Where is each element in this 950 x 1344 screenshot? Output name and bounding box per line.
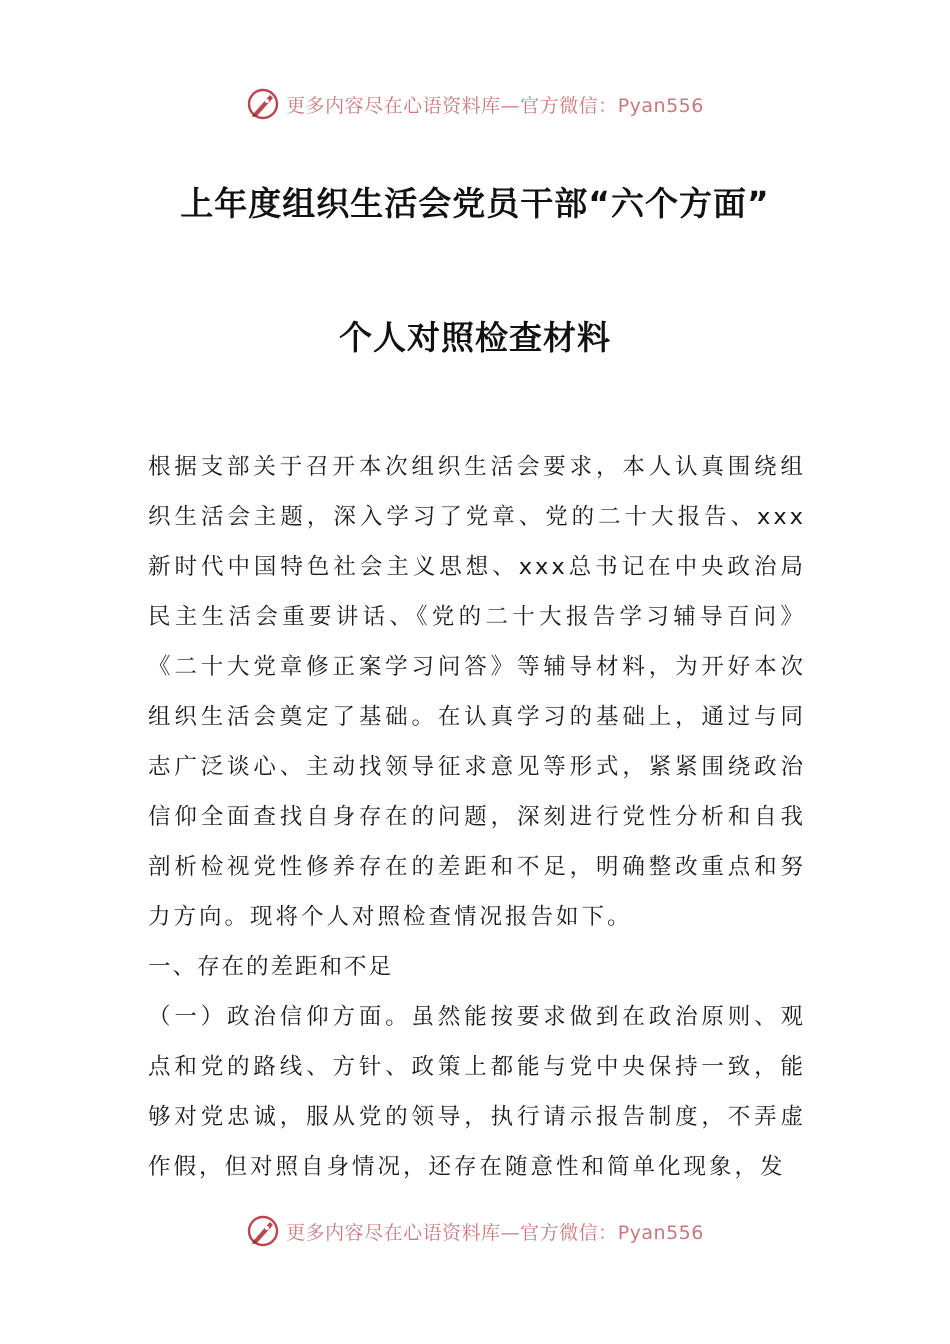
section-paragraph: （一）政治信仰方面。虽然能按要求做到在政治原则、观点和党的路线、方针、政策上都能与党中央保持一致，能够对党忠诚，服从党的领导，执行请示报告制度，不弄虚作假，但对照自身情况，还存在随意性和简单化现象，发: [148, 1004, 806, 1180]
watermark-text: [286, 1218, 704, 1245]
watermark-separator: —: [500, 1221, 521, 1244]
document-body: [148, 442, 806, 1192]
watermark-slogan: 更多内容尽在心语资料库: [286, 94, 501, 117]
section-heading: 一、存在的差距和不足: [148, 954, 394, 980]
watermark-banner-bottom: [0, 1211, 950, 1251]
pen-logo-icon: [246, 1214, 280, 1248]
intro-paragraph: 根据支部关于召开本次组织生活会要求，本人认真围绕组织生活会主题，深入学习了党章、党的二十大报告、xxx新时代中国特色社会主义思想、xxx总书记在中央政治局民主生活会重要讲话、《党的二十大报告学习辅导百问》《二十大党章修正案学习问答》等辅导材料，为开好本次组织生活会奠定了基础。在认真学习的基础上，通过与同志广泛谈心、主动找领导征求意见等形式，紧紧围绕政治信仰全面查找自身存在的问题，深刻进行党性分析和自我剖析检视党性修养存在的差距和不足，明确整改重点和努力方向。现将个人对照检查情况报告如下。: [148, 454, 806, 930]
pen-logo-icon: [246, 87, 280, 121]
watermark-text: [286, 91, 704, 118]
watermark-banner-top: [0, 84, 950, 124]
document-title-line-2: 个人对照检查材料: [339, 318, 611, 357]
watermark-separator: —: [500, 94, 521, 117]
watermark-wechat-id: Pyan556: [617, 1221, 704, 1244]
watermark-contact-label: 官方微信：: [520, 1221, 618, 1244]
watermark-wechat-id: Pyan556: [617, 94, 704, 117]
document-title-line-1: 上年度组织生活会党员干部“六个方面”: [180, 184, 770, 223]
watermark-slogan: 更多内容尽在心语资料库: [286, 1221, 501, 1244]
watermark-contact-label: 官方微信：: [520, 94, 618, 117]
